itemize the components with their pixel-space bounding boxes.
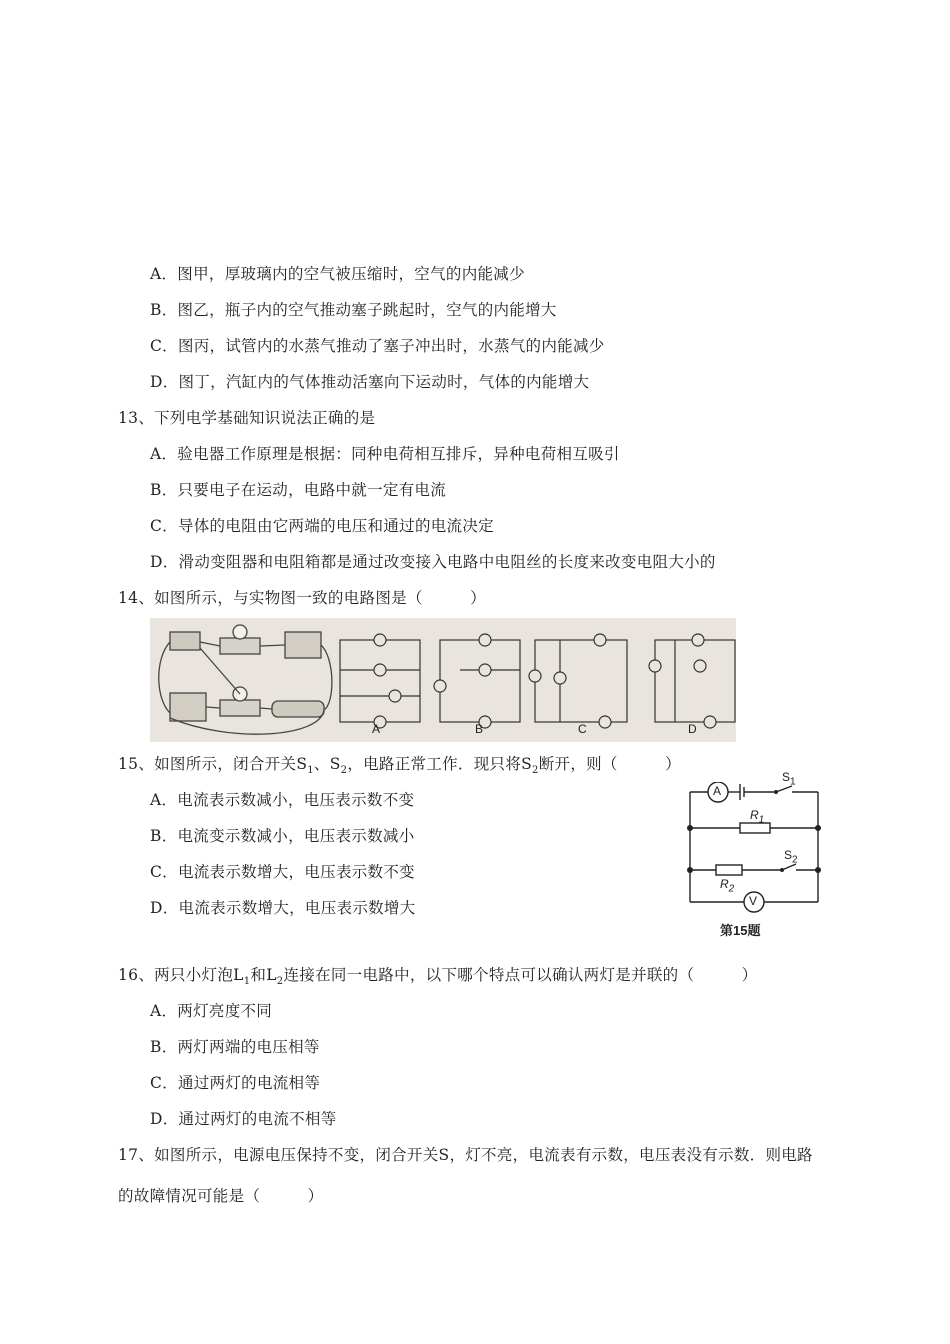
q16-option-c: C．通过两灯的电流相等: [150, 1074, 321, 1092]
q16-option-b: B．两灯两端的电压相等: [150, 1038, 320, 1056]
q17-stem-line1: 17、如图所示，电源电压保持不变，闭合开关S，灯不亮，电流表有示数，电压表没有示数．则电路: [118, 1146, 813, 1164]
q16-option-d: D．通过两灯的电流不相等: [150, 1110, 337, 1128]
resistor-r1-label: $R_1$: [750, 808, 765, 826]
q12-option-b: B．图乙，瓶子内的空气推动塞子跳起时，空气的内能增大: [150, 301, 557, 319]
q15-stem: 15、如图所示，闭合开关$S_1$、$S_2$，电路正常工作．现只将$S_2$断开，则（ ）: [118, 755, 681, 777]
q13-option-a: A．验电器工作原理是根据：同种电荷相互排斥，异种电荷相互吸引: [150, 445, 620, 463]
resistor-r2-label: $R_2$: [720, 877, 735, 895]
ammeter-label: A: [713, 784, 722, 798]
q13-option-c: C．导体的电阻由它两端的电压和通过的电流决定: [150, 517, 494, 535]
q15-option-a: A．电流表示数减小，电压表示数不变: [150, 791, 415, 809]
q14-stem: 14、如图所示，与实物图一致的电路图是（ ）: [118, 589, 486, 607]
q17-stem-line2: 的故障情况可能是（ ）: [118, 1187, 324, 1205]
q13-option-b: B．只要电子在运动，电路中就一定有电流: [150, 481, 447, 499]
q15-option-c: C．电流表示数增大，电压表示数不变: [150, 863, 415, 881]
q15-circuit-figure: [680, 770, 830, 942]
switch-s1-label: $S_1$: [782, 770, 796, 788]
q14-label-b: B: [475, 722, 484, 736]
q15-figure-caption: 第15题: [720, 923, 761, 938]
q15-option-d: D．电流表示数增大，电压表示数增大: [150, 899, 416, 917]
q12-option-d: D．图丁，汽缸内的气体推动活塞向下运动时，气体的内能增大: [150, 373, 590, 391]
switch-s2-label: $S_2$: [784, 848, 798, 866]
q12-option-c: C．图丙，试管内的水蒸气推动了塞子冲出时，水蒸气的内能减少: [150, 337, 605, 355]
q15-option-b: B．电流变示数减小，电压表示数减小: [150, 827, 415, 845]
voltmeter-label: V: [749, 894, 758, 908]
q14-label-a: A: [372, 722, 381, 736]
q16-stem: 16、两只小灯泡$L_1$和$L_2$连接在同一电路中，以下哪个特点可以确认两灯是并联的（ ）: [118, 966, 758, 988]
q12-option-a: A．图甲，厚玻璃内的空气被压缩时，空气的内能减少: [150, 265, 525, 283]
q14-label-d: D: [688, 722, 697, 736]
q14-figure: [150, 618, 736, 742]
q13-stem: 13、下列电学基础知识说法正确的是: [118, 409, 376, 427]
q13-option-d: D．滑动变阻器和电阻箱都是通过改变接入电路中电阻丝的长度来改变电阻大小的: [150, 553, 716, 571]
q14-label-c: C: [578, 722, 587, 736]
q16-option-a: A．两灯亮度不同: [150, 1002, 273, 1020]
